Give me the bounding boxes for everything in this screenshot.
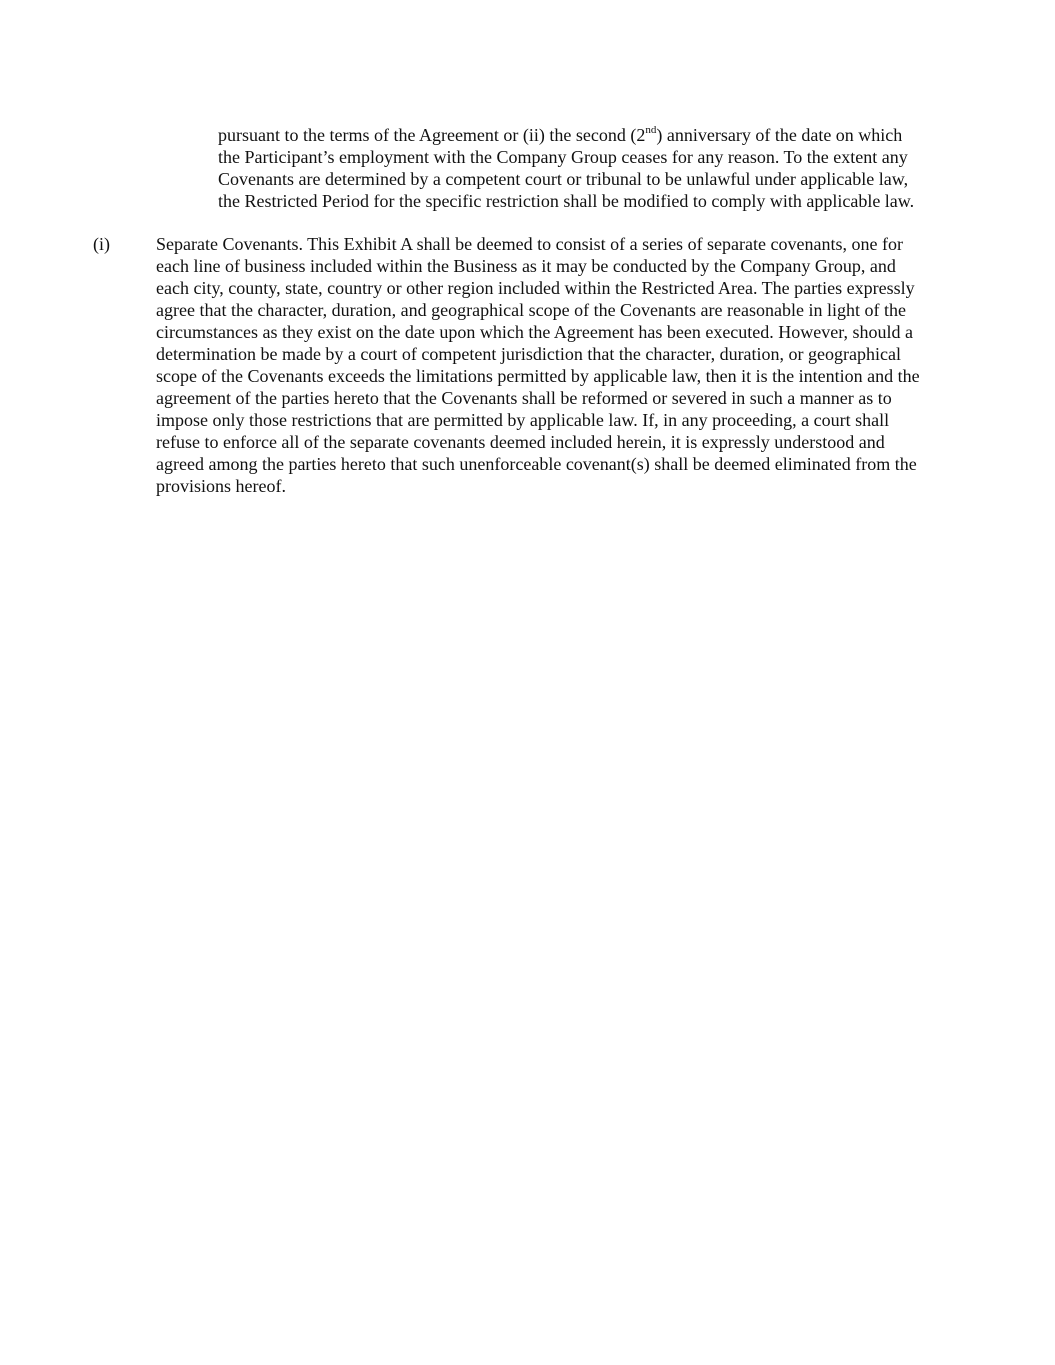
paragraph-line: Separate Covenants. This Exhibit A shall be deemed to consist of a series of separate covenants, one for [156,234,903,254]
paragraph-line: scope of the Covenants exceeds the limitations permitted by applicable law, then it is the intention and the [156,366,920,386]
paragraph-line: Covenants are determined by a competent court or tribunal to be unlawful under applicable law, [218,169,909,189]
section-label: (i) [93,234,110,254]
paragraph-line: the Participant’s employment with the Company Group ceases for any reason. To the extent any [218,147,908,167]
paragraph-line: agreed among the parties hereto that such unenforceable covenant(s) shall be deemed eliminated from the [156,454,917,474]
paragraph-line: refuse to enforce all of the separate covenants deemed included herein, it is expressly understood and [156,432,885,452]
paragraph-line: determination be made by a court of competent jurisdiction that the character, duration, or geographical [156,344,901,364]
paragraph-line: the Restricted Period for the specific restriction shall be modified to comply with applicable law. [218,191,915,211]
separate-covenants-paragraph [156,233,971,497]
continued-paragraph [218,124,963,212]
paragraph-line: circumstances as they exist on the date upon which the Agreement has been executed. However, should a [156,322,914,342]
paragraph-line: provisions hereof. [156,476,286,496]
ordinal-superscript: nd [645,124,657,136]
paragraph-line: each line of business included within the Business as it may be conducted by the Company Group, and [156,256,896,276]
line-text: pursuant to the terms of the Agreement or (ii) the second (2 [218,125,646,145]
paragraph-line: agreement of the parties hereto that the Covenants shall be reformed or severed in such a manner as to [156,388,892,408]
paragraph-line: impose only those restrictions that are permitted by applicable law. If, in any proceeding, a court shall [156,410,890,430]
paragraph-line [218,124,963,146]
line-text: ) anniversary of the date on which [656,125,903,145]
paragraph-line: agree that the character, duration, and geographical scope of the Covenants are reasonable in light of the [156,300,906,320]
paragraph-line: each city, county, state, country or other region included within the Restricted Area. The parties expressly [156,278,915,298]
